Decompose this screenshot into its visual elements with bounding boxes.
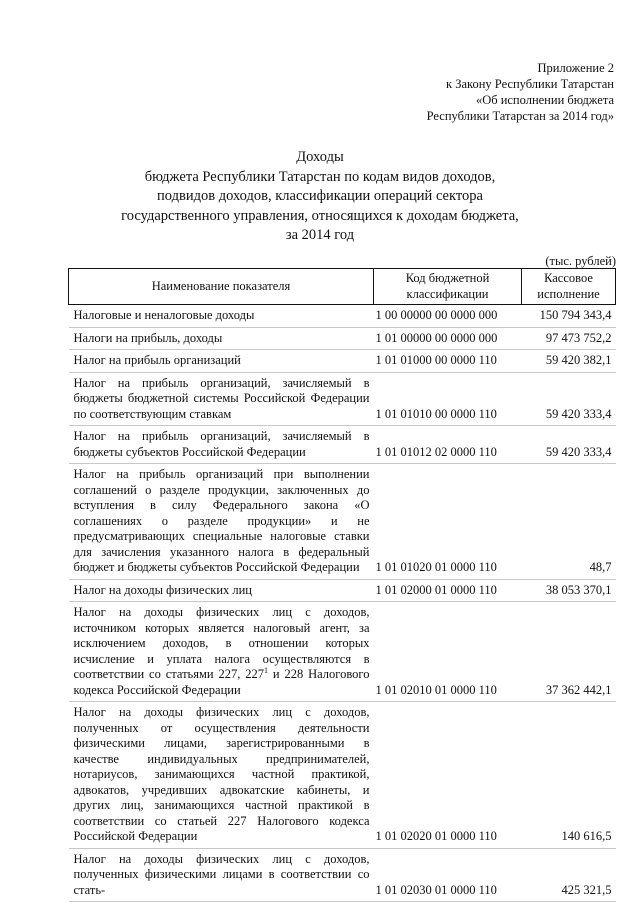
row-amount: 425 321,5 bbox=[522, 848, 616, 902]
row-name: Налог на доходы физических лиц bbox=[69, 579, 374, 602]
row-name: Налоги на прибыль, доходы bbox=[69, 327, 374, 350]
row-code: 1 01 02010 01 0000 110 bbox=[374, 602, 522, 702]
table-row bbox=[69, 327, 616, 350]
appendix-note bbox=[427, 60, 614, 124]
appendix-line: Приложение 2 bbox=[537, 61, 614, 75]
row-amount: 38 053 370,1 bbox=[522, 579, 616, 602]
appendix-line: к Закону Республики Татарстан bbox=[446, 77, 614, 91]
title-line: подвидов доходов, классификации операций сектора bbox=[157, 188, 483, 204]
row-code: 1 01 00000 00 0000 000 bbox=[374, 327, 522, 350]
row-amount: 59 420 382,1 bbox=[522, 350, 616, 373]
row-amount: 140 616,5 bbox=[522, 702, 616, 849]
row-code: 1 01 01010 00 0000 110 bbox=[374, 372, 522, 426]
row-amount: 59 420 333,4 bbox=[522, 372, 616, 426]
table-row bbox=[69, 602, 616, 702]
row-name-part: Налог на доходы физических лиц с доходов, источником которых является налоговый агент, за исключением доходов, в отношении которых исчисление и уплата налога осуществляются в соответствии со статьями 227, 227 bbox=[73, 605, 370, 681]
header-name: Наименование показателя bbox=[69, 269, 374, 305]
table-row bbox=[69, 848, 616, 902]
row-amount: 48,7 bbox=[522, 464, 616, 580]
table-row bbox=[69, 350, 616, 373]
table-row bbox=[69, 426, 616, 464]
row-name: Налог на доходы физических лиц с доходов, полученных физическими лицами в соответствии со стать- bbox=[69, 848, 374, 902]
row-code: 1 01 01012 02 0000 110 bbox=[374, 426, 522, 464]
row-name: Налог на прибыль организаций bbox=[69, 350, 374, 373]
units-label: (тыс. рублей) bbox=[545, 254, 616, 268]
row-code: 1 01 01000 00 0000 110 bbox=[374, 350, 522, 373]
title-line: Доходы bbox=[296, 149, 344, 165]
row-name: Налоговые и неналоговые доходы bbox=[69, 305, 374, 328]
row-name: Налог на доходы физических лиц с доходов, полученных от осуществления деятельности физическими лицами, зарегистрированными в качестве индивидуальных предпринимателей, нотариусов, занимающихся частной практикой, адвокатов, учредивших адвокатские кабинеты, и других лиц, занимающихся частной практикой в соответствии со статьей 227 Налогового кодекса Российской Федерации bbox=[69, 702, 374, 849]
header-amount: Кассовое исполнение bbox=[522, 269, 616, 305]
row-code: 1 00 00000 00 0000 000 bbox=[374, 305, 522, 328]
appendix-line: Республики Татарстан за 2014 год» bbox=[426, 109, 614, 123]
title-line: государственного управления, относящихся к доходам бюджета, bbox=[121, 207, 519, 224]
row-name-part: и 228 Налогового кодекса Российской Федерации bbox=[73, 667, 370, 697]
row-name bbox=[69, 602, 374, 702]
document-title bbox=[0, 148, 640, 246]
row-amount: 37 362 442,1 bbox=[522, 602, 616, 702]
table-row bbox=[69, 579, 616, 602]
superscript: 1 bbox=[264, 665, 269, 675]
header-code: Код бюджетной классификации bbox=[374, 269, 522, 305]
row-code: 1 01 02020 01 0000 110 bbox=[374, 702, 522, 849]
row-code: 1 01 01020 01 0000 110 bbox=[374, 464, 522, 580]
row-amount: 59 420 333,4 bbox=[522, 426, 616, 464]
title-line: за 2014 год bbox=[285, 227, 355, 243]
title-line: бюджета Республики Татарстан по кодам видов доходов, bbox=[144, 168, 496, 185]
table-row bbox=[69, 305, 616, 328]
revenue-table bbox=[68, 268, 616, 902]
row-amount: 150 794 343,4 bbox=[522, 305, 616, 328]
table-header-row bbox=[69, 269, 616, 305]
appendix-line: «Об исполнении бюджета bbox=[475, 93, 614, 107]
row-name: Налог на прибыль организаций, зачисляемый в бюджеты субъектов Российской Федерации bbox=[69, 426, 374, 464]
row-name: Налог на прибыль организаций, зачисляемый в бюджеты бюджетной системы Российской Федерации по соответствующим ставкам bbox=[69, 372, 374, 426]
table-row bbox=[69, 372, 616, 426]
row-code: 1 01 02000 01 0000 110 bbox=[374, 579, 522, 602]
table-row bbox=[69, 464, 616, 580]
row-name: Налог на прибыль организаций при выполнении соглашений о разделе продукции, заключенных до вступления в силу Федерального закона «О соглашениях о разделе продукции» и не предусматривающих специальные налоговые ставки для зачисления указанного налога в федеральный бюджет и бюджеты субъектов Российской Федерации bbox=[69, 464, 374, 580]
row-amount: 97 473 752,2 bbox=[522, 327, 616, 350]
table-row bbox=[69, 702, 616, 849]
row-code: 1 01 02030 01 0000 110 bbox=[374, 848, 522, 902]
